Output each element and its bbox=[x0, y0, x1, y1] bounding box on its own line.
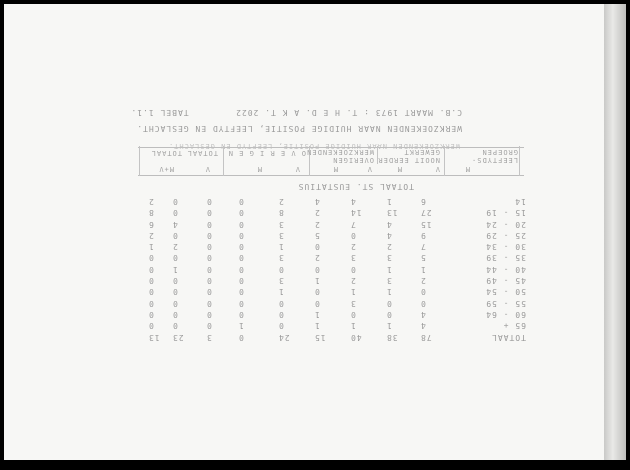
table-cell: 4 bbox=[172, 219, 178, 229]
table-cell: 0 bbox=[172, 230, 178, 240]
table-cell: 4 bbox=[314, 197, 320, 206]
table-cell: 23 bbox=[172, 332, 184, 342]
table-cell: 13 bbox=[386, 208, 398, 218]
subheader-mv: M+V bbox=[158, 165, 174, 173]
table-cell: 0 bbox=[420, 287, 426, 297]
table-subtitle: WERKZOEKENDEN NAAR HUIDIGE POSITIE, LEEFTYD EN GESLACHT. bbox=[136, 124, 462, 133]
table-cell: 1 bbox=[350, 287, 356, 297]
rotated-document bbox=[4, 4, 610, 460]
table-cell: 1 bbox=[386, 321, 392, 331]
table-cell: 0 bbox=[238, 197, 244, 206]
table-cell: 38 bbox=[386, 332, 398, 342]
table-cell: 2 bbox=[314, 253, 320, 263]
col-divider-2 bbox=[444, 146, 445, 176]
table-cell: 1 bbox=[278, 242, 284, 252]
row-age-label: 40 - 44 bbox=[485, 264, 526, 274]
table-cell: 0 bbox=[172, 321, 178, 331]
table-cell: 0 bbox=[206, 287, 212, 297]
subheader-v-4: V bbox=[204, 165, 210, 173]
col-header-group-5: TOTAAL bbox=[150, 149, 182, 157]
row-age-label: 55 - 59 bbox=[485, 298, 526, 308]
table-cell: 0 bbox=[278, 298, 284, 308]
table-cell: 0 bbox=[172, 208, 178, 218]
col-header-group-2: OVERIGEN WERKZOEKENDEN bbox=[306, 148, 374, 164]
table-cell: 4 bbox=[420, 321, 426, 331]
row-age-label: 35 - 39 bbox=[485, 253, 526, 263]
col-header-group-4: TOTAAL bbox=[186, 149, 218, 157]
table-cell: 9 bbox=[420, 230, 426, 240]
table-cell: 0 bbox=[420, 298, 426, 308]
table-cell: 0 bbox=[278, 264, 284, 274]
subheader-v-1: V bbox=[434, 165, 440, 173]
table-cell: 0 bbox=[148, 264, 154, 274]
table-cell: 0 bbox=[386, 298, 392, 308]
col-header-group-3: O V E R I G E N bbox=[227, 149, 306, 157]
table-cell: 0 bbox=[238, 230, 244, 240]
table-cell: 0 bbox=[386, 310, 392, 319]
table-cell: 1 bbox=[238, 321, 244, 331]
table-cell: 1 bbox=[350, 321, 356, 331]
table-cell: 3 bbox=[278, 219, 284, 229]
table-cell: 14 bbox=[350, 208, 362, 218]
table-cell: 1 bbox=[278, 287, 284, 297]
table-cell: 6 bbox=[148, 219, 154, 229]
table-cell: 3 bbox=[278, 276, 284, 286]
row-age-label: 25 - 29 bbox=[485, 230, 526, 240]
col-header-age: LEEFTYDS- GROEPEN bbox=[471, 148, 518, 164]
table-cell: 0 bbox=[172, 310, 178, 319]
row-age-label: 60 - 64 bbox=[485, 310, 526, 319]
table-cell: 15 bbox=[314, 332, 326, 342]
table-cell: 0 bbox=[238, 242, 244, 252]
table-cell: 2 bbox=[172, 242, 178, 252]
table-cell: 0 bbox=[238, 253, 244, 263]
table-cell: 2 bbox=[148, 197, 154, 206]
row-age-label: 15 - 19 bbox=[485, 208, 526, 218]
table-cell: 4 bbox=[350, 197, 356, 206]
table-cell: 0 bbox=[148, 253, 154, 263]
row-age-label: 30 - 34 bbox=[485, 242, 526, 252]
table-cell: 1 bbox=[314, 276, 320, 286]
row-age-label: 45 - 49 bbox=[485, 276, 526, 286]
table-cell: 4 bbox=[386, 219, 392, 229]
table-cell: 3 bbox=[278, 230, 284, 240]
subheader-v-3: V bbox=[294, 165, 300, 173]
table-cell: 3 bbox=[386, 253, 392, 263]
table-cell: 3 bbox=[278, 253, 284, 263]
table-cell: 78 bbox=[420, 332, 432, 342]
table-cell: 2 bbox=[148, 230, 154, 240]
table-cell: 3 bbox=[350, 253, 356, 263]
section-title: TOTAAL ST. EUSTATIUS bbox=[297, 182, 414, 191]
table-cell: 15 bbox=[420, 219, 432, 229]
table-cell: 6 bbox=[420, 197, 426, 206]
table-cell: 24 bbox=[278, 332, 290, 342]
table-header-rule bbox=[138, 175, 524, 176]
table-cell: 0 bbox=[148, 310, 154, 319]
table-cell: 1 bbox=[386, 287, 392, 297]
table-cell: 0 bbox=[172, 287, 178, 297]
col-divider-5 bbox=[223, 146, 224, 176]
table-cell: 2 bbox=[314, 219, 320, 229]
table-cell: 0 bbox=[238, 264, 244, 274]
table-cell: 2 bbox=[278, 197, 284, 206]
row-age-label: 14 bbox=[514, 197, 526, 206]
table-cell: 0 bbox=[206, 253, 212, 263]
table-cell: 4 bbox=[386, 230, 392, 240]
table-cell: 2 bbox=[350, 242, 356, 252]
col-divider-6 bbox=[139, 146, 140, 176]
table-cell: 0 bbox=[206, 230, 212, 240]
table-cell: 0 bbox=[238, 332, 244, 342]
row-age-label: 20 - 24 bbox=[485, 219, 526, 229]
table-cell: 0 bbox=[206, 197, 212, 206]
table-cell: 0 bbox=[148, 276, 154, 286]
table-cell: 5 bbox=[420, 253, 426, 263]
table-cell: 0 bbox=[172, 298, 178, 308]
table-cell: 7 bbox=[350, 219, 356, 229]
table-cell: 0 bbox=[314, 298, 320, 308]
table-cell: 0 bbox=[238, 310, 244, 319]
table-cell: 7 bbox=[420, 242, 426, 252]
table-cell: 0 bbox=[238, 219, 244, 229]
table-cell: 0 bbox=[172, 276, 178, 286]
table-cell: 0 bbox=[238, 298, 244, 308]
subheader-v-2: V bbox=[366, 165, 372, 173]
table-cell: 0 bbox=[278, 310, 284, 319]
row-age-label: TOTAAL bbox=[491, 332, 526, 342]
row-age-label: 50 - 54 bbox=[485, 287, 526, 297]
table-cell: 0 bbox=[148, 287, 154, 297]
table-cell: 0 bbox=[314, 242, 320, 252]
subheader-m-3: M bbox=[332, 165, 338, 173]
table-cell: 0 bbox=[206, 242, 212, 252]
table-cell: 0 bbox=[172, 197, 178, 206]
table-cell: 0 bbox=[350, 264, 356, 274]
table-cell: 2 bbox=[314, 208, 320, 218]
table-cell: 5 bbox=[314, 230, 320, 240]
table-cell: 0 bbox=[350, 230, 356, 240]
table-cell: 40 bbox=[350, 332, 362, 342]
table-cell: 2 bbox=[350, 276, 356, 286]
table-cell: 1 bbox=[386, 197, 392, 206]
table-cell: 0 bbox=[206, 321, 212, 331]
subheader-m-4: M bbox=[256, 165, 262, 173]
table-cell: 0 bbox=[206, 219, 212, 229]
table-cell: 3 bbox=[206, 332, 212, 342]
table-cell: 0 bbox=[238, 208, 244, 218]
table-cell: 1 bbox=[148, 242, 154, 252]
table-cell: 0 bbox=[238, 287, 244, 297]
document-area bbox=[4, 4, 610, 460]
table-cell: 1 bbox=[314, 310, 320, 319]
table-cell: 3 bbox=[350, 298, 356, 308]
table-cell: 8 bbox=[148, 208, 154, 218]
table-cell: 0 bbox=[314, 287, 320, 297]
table-cell: 0 bbox=[314, 264, 320, 274]
col-header-group-1: NOOIT EERDER GEWERKT bbox=[377, 148, 440, 164]
table-cell: 8 bbox=[278, 208, 284, 218]
table-cell: 4 bbox=[420, 310, 426, 319]
table-cell: 0 bbox=[206, 310, 212, 319]
table-cell: 27 bbox=[420, 208, 432, 218]
subheader-m-1: M bbox=[464, 165, 470, 173]
scanner-border bbox=[0, 462, 630, 470]
table-cell: 0 bbox=[350, 310, 356, 319]
table-cell: 0 bbox=[206, 276, 212, 286]
table-cell: 0 bbox=[238, 276, 244, 286]
table-cell: 2 bbox=[386, 242, 392, 252]
table-cell: 0 bbox=[172, 253, 178, 263]
table-cell: 13 bbox=[148, 332, 160, 342]
faint-bleed-title: WERKZOEKENDEN NAAR HUIDIGE POSITIE, LEEFTYD EN GESLACHT. bbox=[167, 142, 460, 150]
table-cell: 0 bbox=[148, 298, 154, 308]
table-cell: 0 bbox=[206, 264, 212, 274]
table-cell: 0 bbox=[206, 298, 212, 308]
table-cell: 1 bbox=[314, 321, 320, 331]
row-age-label: 65 + bbox=[502, 321, 526, 331]
table-cell: 3 bbox=[386, 276, 392, 286]
table-cell: 0 bbox=[278, 321, 284, 331]
table-cell: 2 bbox=[420, 276, 426, 286]
table-cell: 1 bbox=[420, 264, 426, 274]
header-line: C.B. MAART 1973 : T. H E D. A K T. 2022 TABEL 1.1. bbox=[130, 108, 462, 117]
col-divider-1 bbox=[519, 146, 520, 176]
table-cell: 1 bbox=[172, 264, 178, 274]
subheader-m-2: M bbox=[396, 165, 402, 173]
table-cell: 0 bbox=[148, 321, 154, 331]
table-cell: 1 bbox=[386, 264, 392, 274]
table-cell: 0 bbox=[206, 208, 212, 218]
